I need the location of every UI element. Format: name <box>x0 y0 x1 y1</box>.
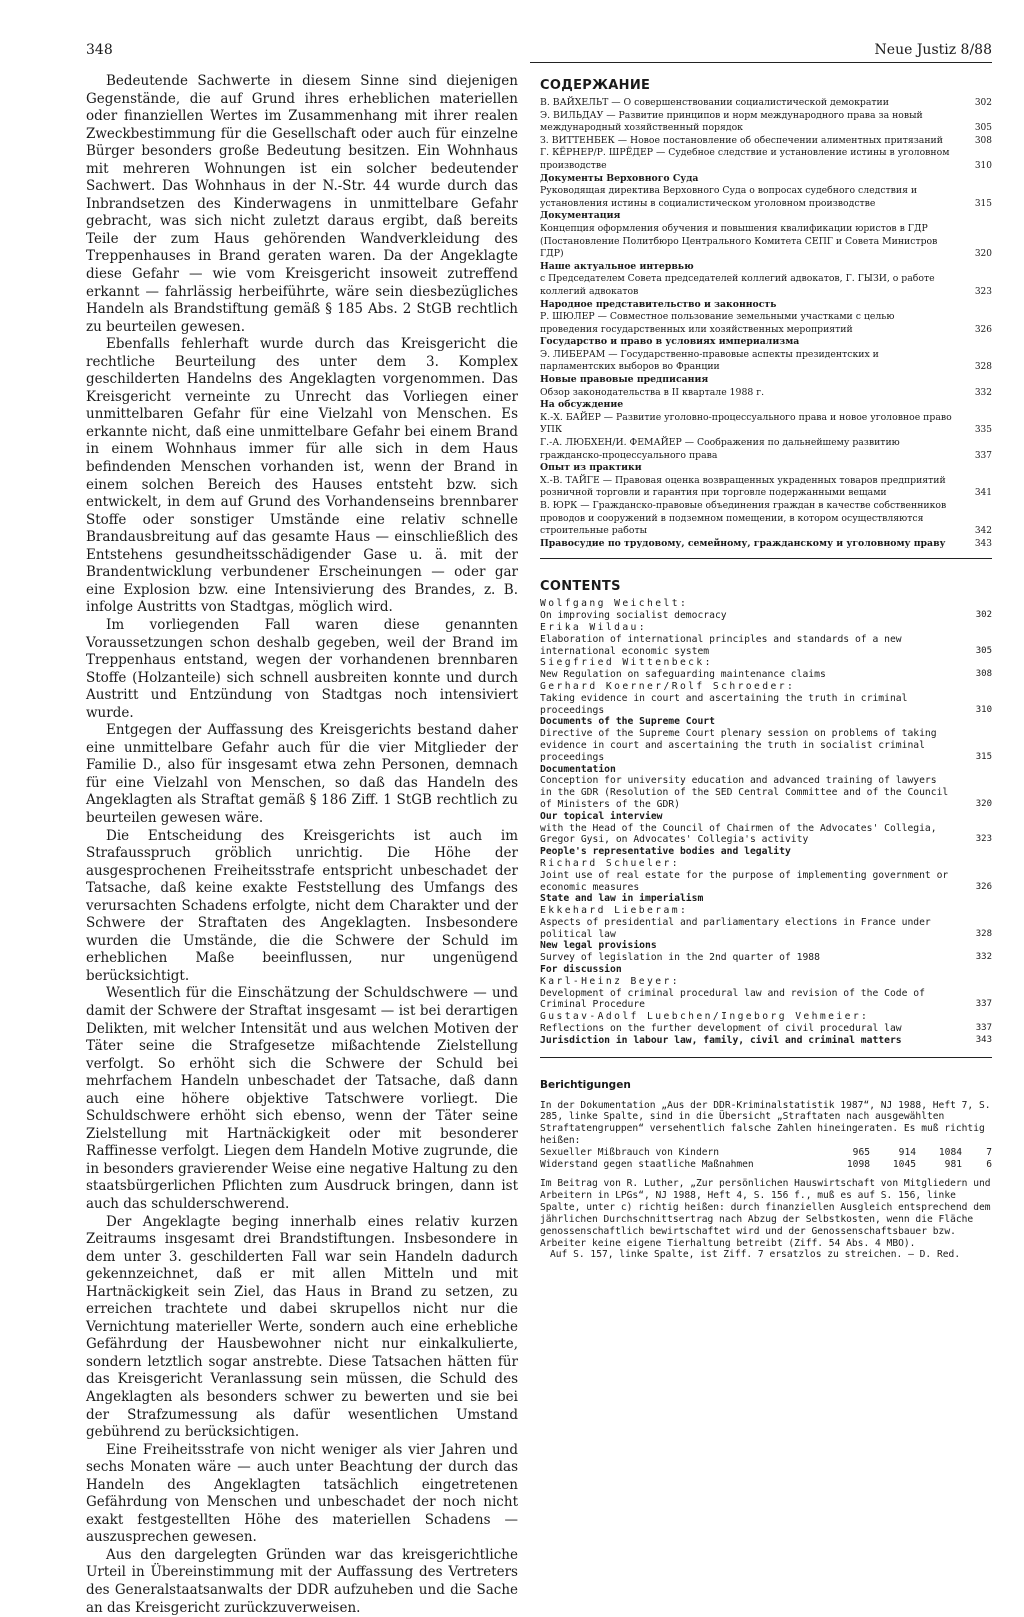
toc-page-number: 341 <box>974 488 992 499</box>
toc-category: For discussion <box>540 964 622 976</box>
toc-entry <box>540 374 992 399</box>
article-paragraph: Entgegen der Auffassung des Kreisgerichts bestand daher eine unmittelbare Gefahr auch für die vier Mitglieder der Familie D., also für insgesamt etwa zehn Personen, demnach für eine Vielzahl von Menschen, so daß das Handeln des Angeklagten als Straftat gemäß § 186 Ziff. 1 StGB rechtlich zu beurteilen gewesen wäre. <box>86 722 518 826</box>
toc-page-number: 320 <box>975 798 992 809</box>
toc-page-number: 320 <box>974 249 992 260</box>
toc-page-number: 326 <box>974 324 992 335</box>
toc-author: Siegfried Wittenbeck: <box>540 657 713 669</box>
toc-author: Gerhard Koerner/Rolf Schroeder: <box>540 680 796 692</box>
article-paragraph: Der Angeklagte beging innerhalb eines relativ kurzen Zeitraums insgesamt drei Brandstiftungen. Insbesondere in dem unter 3. geschilderten Fall war sein Handeln dadurch gekennzeichnet, daß er mit allen Mitteln und mit Hartnäckigkeit sein Ziel, das Haus in Brand zu setzen, zu erreichen trachtete und dabei skrupellos nicht nur die Vernichtung materieller Werte, sondern auch eine erhebliche Gefährdung der Hausbewohner nicht nur einkalkulierte, sondern letztlich sogar anstrebte. Diese Tatsachen hätten für das Kreisgericht Veranlassung sein müssen, die Schuld des Angeklagten als besonders schwer zu bewerten und sie bei der Strafzumessung als dafür wesentlichen Umstand gebührend zu berücksichtigen. <box>86 1213 518 1441</box>
toc-entry <box>540 940 992 964</box>
toc-title: В. ЮРК — Гражданско-правовые объединения граждан в качестве собственников проводов и сооружений в подземном помещении, в котором осуществляются строительные работы <box>540 500 947 537</box>
toc-title: Joint use of real estate for the purpose of implementing government or economic measures <box>540 869 949 893</box>
toc-page-number: 332 <box>975 952 992 963</box>
corrections-value: 914 <box>898 1147 916 1159</box>
toc-category: Документы Верховного Суда <box>540 172 699 184</box>
toc-entry <box>540 622 992 657</box>
toc-entry <box>540 681 992 716</box>
page-header <box>86 42 992 64</box>
toc-title: Taking evidence in court and ascertaining the truth in criminal proceedings <box>540 692 908 716</box>
toc-page-number: 328 <box>975 928 992 939</box>
corrections-row-label: Sexueller Mißbrauch von Kindern <box>540 1147 720 1159</box>
toc-entry <box>540 135 992 148</box>
corrections-value: 1045 <box>892 1159 916 1171</box>
toc-entry <box>540 462 992 500</box>
toc-category: Our topical interview <box>540 810 663 822</box>
toc-page-number: 332 <box>974 387 992 398</box>
toc-title: Р. ШЮЛЕР — Совместное пользование земельными участками с целью проведения государственных или хозяйственных мероприятий <box>540 311 895 335</box>
toc-page-number: 342 <box>974 526 992 537</box>
toc-page-number: 335 <box>974 425 992 436</box>
toc-title: З. ВИТТЕНБЕК — Новое постановление об обеспечении алиментных притязаний <box>540 134 943 146</box>
toc-page-number: 302 <box>974 98 992 108</box>
corrections-value: 981 <box>944 1159 962 1171</box>
toc-page-number: 337 <box>975 1023 992 1034</box>
toc-title: К.-Х. БАЙЕР — Развитие уголовно-процессуального права и новое уголовное право УПК <box>540 411 952 436</box>
toc-page-number: 305 <box>975 645 992 656</box>
toc-page-number: 310 <box>974 160 992 171</box>
toc-page-number: 323 <box>975 834 992 845</box>
corrections-row <box>540 1147 992 1159</box>
toc-entry <box>540 811 992 846</box>
corrections-row <box>540 1159 992 1171</box>
toc-category: New legal provisions <box>540 940 657 952</box>
toc-title: Э. ЛИБЕРАМ — Государственно-правовые аспекты президентских и парламентских выборов во Франции <box>540 348 879 373</box>
toc-category: Новые правовые предписания <box>540 374 709 386</box>
article-paragraph: Eine Freiheitsstrafe von nicht weniger als vier Jahren und sechs Monaten wäre — auch unter Beachtung der durch das Handeln des Angeklagten tatsächlich eingetretenen Gefährdung von Menschen und unbeschadet der noch nicht exakt festgestellten Höhe des materiellen Schadens — auszusprechen gewesen. <box>86 1441 518 1546</box>
toc-entry <box>540 97 992 110</box>
toc-entry <box>540 538 992 551</box>
toc-title: с Председателем Совета председателей коллегий адвокатов, Г. ГЫЗИ, о работе коллегий адвокатов <box>540 273 935 297</box>
toc-category: Правосудие по трудовому, семейному, гражданскому и уголовному праву <box>540 537 946 549</box>
toc-english-title: CONTENTS <box>540 579 621 595</box>
toc-page-number: 328 <box>974 362 992 373</box>
toc-category: Documents of the Supreme Court <box>540 716 715 728</box>
toc-russian-title: СОДЕРЖАНИЕ <box>540 78 651 93</box>
toc-entry <box>540 598 992 622</box>
article-paragraph: Bedeutende Sachwerte in diesem Sinne sind diejenigen Gegenstände, die auf Grund ihres erheblichen materiellen oder finanziellen Wertes im Zusammenhang mit ihrer realen Zweckbestimmung für die Gesellschaft oder auch für einzelne Bürger besonders große Bedeutung besitzen. Ein Wohnhaus mit mehreren Wohnungen ist ein solcher bedeutender Sachwert. Das Wohnhaus in der N.-Str. 44 wurde durch das Inbrandsetzen des Kinderwagens in unmittelbare Gefahr gebracht, was sich nicht zuletzt daraus ergibt, daß bereits Teile der zum Haus gehörenden Wandverkleidung des Treppenhauses in Brand geraten waren. Da der Angeklagte diese Gefahr — wie vom Kreisgericht insoweit zutreffend erkannt — fahrlässig herbeiführte, wäre sein diesbezügliches Handeln als Brandstiftung gemäß § 185 Abs. 2 StGB rechtlich zu beurteilen gewesen. <box>86 73 518 335</box>
toc-category: Наше актуальное интервью <box>540 260 694 272</box>
toc-title: Conception for university education and advanced training of lawyers in the GDR (Resolution of the SED Central Committee and of the Council of Ministers of the GDR) <box>540 775 949 810</box>
toc-title: New Regulation on safeguarding maintenance claims <box>540 669 826 681</box>
toc-author: Erika Wildau: <box>540 621 648 633</box>
toc-entry <box>540 261 992 299</box>
toc-page-number: 315 <box>975 751 992 762</box>
toc-category: Опыт из практики <box>540 462 642 474</box>
toc-entry <box>540 110 992 135</box>
toc-title: Г. КЁРНЕР/Р. ШРЁДЕР — Судебное следствие и установление истины в уголовном производстве <box>540 147 950 171</box>
toc-entry <box>540 964 992 1011</box>
toc-author: Ekkehard Lieberam: <box>540 905 689 917</box>
toc-title: Survey of legislation in the 2nd quarter of 1988 <box>540 952 820 964</box>
toc-title: Reflections on the further development of civil procedural law <box>540 1023 902 1035</box>
toc-page-number: 302 <box>975 610 992 621</box>
toc-page-number: 310 <box>975 704 992 715</box>
toc-entry <box>540 1035 992 1047</box>
toc-page-number: 305 <box>974 123 992 134</box>
corrections-paragraph: In der Dokumentation „Aus der DDR-Kriminalstatistik 1987“, NJ 1988, Heft 7, S. 285, linke Spalte, sind in die Übersicht „Straftaten nach ausgewählten Straftatengruppen“ versehentlich falsche Zahlen hineingeraten. Es muß richtig heißen: <box>540 1099 991 1147</box>
toc-page-number: 315 <box>974 198 992 209</box>
header-rule <box>530 62 992 63</box>
corrections-paragraph: Auf S. 157, linke Spalte, ist Ziff. 7 ersatzlos zu streichen. — D. Red. <box>550 1249 961 1261</box>
corrections-value: 1084 <box>938 1147 962 1159</box>
article-paragraph: Im vorliegenden Fall waren diese genannten Voraussetzungen schon deshalb gegeben, weil der Brand im Treppenhaus entstand, wegen der vorhandenen brennbaren Stoffe (Holzanteile) sich schnell ausbreiten konnte und durch Austritt und Entzündung von Stadtgas noch intensiviert wurde. <box>86 616 518 721</box>
corrections-box <box>540 1080 992 1262</box>
toc-category: На обсуждение <box>540 399 624 411</box>
toc-page-number: 308 <box>974 135 992 146</box>
toc-category: Государство и право в условиях империализма <box>540 336 800 348</box>
toc-title: Development of criminal procedural law and revision of the Code of Criminal Procedure <box>540 987 925 1011</box>
toc-title: On improving socialist democracy <box>540 610 727 622</box>
toc-category: Народное представительство и законность <box>540 298 777 310</box>
toc-page-number: 323 <box>974 286 992 297</box>
toc-title: Aspects of presidential and parliamentary elections in France under political law <box>540 916 931 940</box>
corrections-title: Berichtigungen <box>540 1078 631 1091</box>
toc-page-number: 337 <box>974 450 992 461</box>
toc-title: В. ВАЙХЕЛЬТ — О совершенствовании социалистической демократии <box>540 97 889 108</box>
toc-page-number: 337 <box>975 999 992 1010</box>
toc-entry <box>540 657 992 681</box>
toc-entry <box>540 210 992 260</box>
toc-entry <box>540 716 992 763</box>
toc-title: Обзор законодательства в II квартале 1988 г. <box>540 386 765 398</box>
article-paragraph: Aus den dargelegten Gründen war das kreisgerichtliche Urteil in Übereinstimmung mit der Auffassung des Vertreters des Generalstaatsanwalts der DDR aufzuheben und die Sache an das Kreisgericht zurückzuverweisen. <box>86 1546 518 1616</box>
toc-author: Karl-Heinz Beyer: <box>540 975 680 987</box>
corrections-value: 7 <box>986 1147 992 1159</box>
toc-entry <box>540 437 992 462</box>
toc-entry <box>540 147 992 172</box>
journal-issue: Neue Justiz 8/88 <box>874 42 992 58</box>
article-paragraph: Die Entscheidung des Kreisgerichts ist auch im Strafausspruch gröblich unrichtig. Die Höhe der ausgesprochenen Freiheitsstrafe entspricht unbeschadet der Tatsache, daß keine exakte Feststellung des Umfangs des verursachten Schadens erfolgte, nicht dem Charakter und der Schwere der Straftaten des Angeklagten. Insbesondere wurden die Umstände, die die Schwere der Schuld im erheblichen Maße beeinflussen, nur ungenügend berücksichtigt. <box>86 827 518 984</box>
toc-author: Richard Schueler: <box>540 857 680 869</box>
toc-page-number: 308 <box>975 669 992 680</box>
toc-title: Руководящая директива Верховного Суда о вопросах судебного следствия и установления истины в социалистическом уголовном производстве <box>540 185 918 209</box>
toc-english-list <box>540 598 992 1046</box>
toc-entry <box>540 1011 992 1035</box>
corrections-table <box>540 1147 992 1171</box>
toc-entry <box>540 500 992 538</box>
toc-entry <box>540 846 992 893</box>
toc-title: Directive of the Supreme Court plenary session on problems of taking evidence in court and ascertaining the truth in socialist criminal proceedings <box>540 728 937 763</box>
toc-category: Jurisdiction in labour law, family, civil and criminal matters <box>540 1034 902 1046</box>
article-paragraph: Ebenfalls fehlerhaft wurde durch das Kreisgericht die rechtliche Beurteilung des unter dem 3. Komplex geschilderten Handelns des Angeklagten vorgenommen. Das Kreisgericht verneinte zu Unrecht das Vorliegen einer unmittelbaren Gefahr für eine Vielzahl von Menschen. Es erkannte nicht, daß eine unmittelbare Gefahr bei einem Brand in einem Wohnhaus immer für alle sich in dem Haus befindenden Menschen vorhanden ist, wenn der Brand in einem solchen Bereich des Hauses entsteht bzw. sich entwickelt, in dem auf Grund des Vorhandenseins brennbarer Stoffe oder sonstiger Umstände eine relativ schnelle Brandausbreitung auf das gesamte Haus — einschließlich des Entstehens gesundheitsschädigender Gase u. ä. mit der Brandentwicklung verbundener Erscheinungen — oder gar eine Explosion bzw. eine Intensivierung des Brandes, z. B. infolge Austritts von Stadtgas, möglich wird. <box>86 336 518 616</box>
toc-page-number: 343 <box>974 538 992 549</box>
sidebar-column <box>540 78 992 1261</box>
corrections-row-label: Widerstand gegen staatliche Maßnahmen <box>540 1159 754 1171</box>
toc-entry <box>540 336 992 374</box>
article-column <box>86 73 518 1617</box>
corrections-value: 6 <box>986 1159 992 1171</box>
corrections-value: 1098 <box>846 1159 870 1171</box>
corrections-value: 965 <box>852 1147 870 1159</box>
toc-page-number: 326 <box>975 881 992 892</box>
toc-title: Э. ВИЛЬДАУ — Развитие принципов и норм международного права за новый международный хозяйственный порядок <box>540 109 923 134</box>
toc-english <box>540 579 992 1057</box>
toc-entry <box>540 893 992 940</box>
toc-title: Х.-В. ТАЙГЕ — Правовая оценка возвращенных украденных товаров предприятий розничной торговли и гарантия при торговле подержанными вещами <box>540 474 946 499</box>
toc-entry <box>540 399 992 437</box>
toc-page-number: 343 <box>975 1034 992 1045</box>
toc-title: with the Head of the Council of Chairmen of the Advocates' Collegia, Gregor Gysi, on Advocates' Collegia's activity <box>540 822 937 846</box>
toc-title: Г.-А. ЛЮБХЕН/И. ФЕМАЙЕР — Соображения по дальнейшему развитию гражданско-процессуального права <box>540 437 900 461</box>
toc-category: People's representative bodies and legality <box>540 846 791 858</box>
page-number: 348 <box>86 42 113 58</box>
toc-category: State and law in imperialism <box>540 893 704 905</box>
toc-entry <box>540 764 992 811</box>
toc-title: Elaboration of international principles and standards of a new international economic system <box>540 633 902 657</box>
corrections-paragraph: Im Beitrag von R. Luther, „Zur persönlichen Hauswirtschaft von Mitgliedern und Arbeitern in LPGs“, NJ 1988, Heft 4, S. 156 f., muß es auf S. 156, linke Spalte, unter c) richtig heißen: durch finanziellen Ausgleich entsprechend dem jährlichen Durchschnittsertrag nach Abzug der Selbstkosten, wenn die Fläche genossenschaftlich bewirtschaftet wird und der Genossenschaftsbauer bzw. Arbeiter keine eigene Tierhaltung betreibt (Ziff. 54 Abs. 4 MBO). <box>540 1178 991 1249</box>
toc-title: Концепция оформления обучения и повышения квалификации юристов в ГДР (Постановление Политбюро Центрального Комитета СЕПГ и Совета Министров ГДР) <box>540 222 938 260</box>
toc-russian <box>540 78 992 559</box>
toc-category: Документация <box>540 210 621 222</box>
article-paragraph: Wesentlich für die Einschätzung der Schuldschwere — und damit der Schwere der Straftat insgesamt — ist bei derartigen Delikten, mit welcher Intensität und aus welchen Motiven der Täter seine die Strafgesetze mißachtende Zielstellung verfolgt. So erhöht sich die Schwere der Schuld bei mehrfachem Handeln unbeschadet der Tatsache, daß dann auch eine höhere objektive Tatschwere vorliegt. Die Schuldschwere erhöht sich ebenso, wenn der Täter seine Zielstellung mit Hartnäckigkeit oder mit besonderer Raffinesse verfolgt. Liegen dem Handeln Motive zugrunde, die in besonders gravierender Weise eine negative Haltung zu den staatsbürgerlichen Pflichten zum Ausdruck bringen, dann ist auch das schulderschwerend. <box>86 985 518 1212</box>
toc-author: Wolfgang Weichelt: <box>540 598 689 610</box>
toc-category: Documentation <box>540 763 616 775</box>
toc-russian-list <box>540 97 992 550</box>
toc-author: Gustav-Adolf Luebchen/Ingeborg Vehmeier: <box>540 1011 870 1023</box>
toc-entry <box>540 299 992 337</box>
toc-entry <box>540 173 992 211</box>
